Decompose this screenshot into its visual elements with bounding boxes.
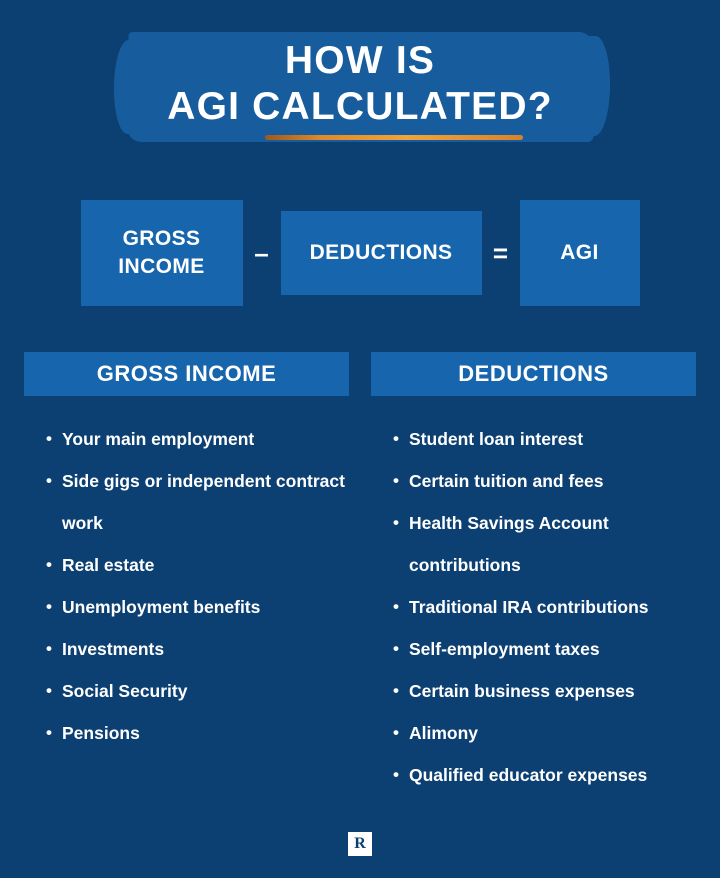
- list-item: [24, 670, 349, 712]
- bullet-icon: •: [393, 597, 399, 616]
- bullet-icon: •: [393, 723, 399, 742]
- title-line-1: HOW IS: [284, 39, 436, 82]
- list-item-label: Pensions: [62, 723, 140, 743]
- list-item-label: Your main employment: [62, 429, 255, 449]
- list-item: [24, 544, 349, 586]
- header: [0, 0, 720, 160]
- list-item: [371, 628, 696, 670]
- list-item-label: Side gigs or independent contract work: [62, 471, 345, 533]
- bullet-icon: •: [393, 513, 399, 532]
- formula-agi-label: AGI: [560, 241, 599, 264]
- minus-operator-icon: –: [254, 237, 269, 268]
- list-item: [24, 628, 349, 670]
- formula-gross-income-label: GROSS INCOME: [118, 227, 205, 278]
- list-item: [371, 754, 696, 796]
- bullet-icon: •: [46, 681, 52, 700]
- list-item: [24, 586, 349, 628]
- formula-gross-income-box: [81, 200, 243, 306]
- list-item-label: Investments: [62, 639, 165, 659]
- list-item-label: Social Security: [62, 681, 188, 701]
- list-item: [24, 712, 349, 754]
- bullet-icon: •: [46, 597, 52, 616]
- formula-deductions-label: DEDUCTIONS: [309, 241, 453, 264]
- list-item-label: Self-employment taxes: [409, 639, 600, 659]
- deductions-list: [371, 396, 696, 796]
- bullet-icon: •: [46, 723, 52, 742]
- title-line-2: AGI CALCULATED?: [167, 85, 553, 128]
- bullet-icon: •: [46, 639, 52, 658]
- bullet-icon: •: [393, 639, 399, 658]
- columns-section: [0, 352, 720, 796]
- list-item: [371, 586, 696, 628]
- bullet-icon: •: [46, 429, 52, 448]
- list-item-label: Health Savings Account contributions: [409, 513, 609, 575]
- column-deductions: [371, 352, 696, 796]
- list-item: [24, 460, 349, 544]
- list-item-label: Student loan interest: [409, 429, 584, 449]
- list-item: [371, 502, 696, 586]
- brand-logo: R: [348, 832, 372, 856]
- list-item-label: Real estate: [62, 555, 155, 575]
- bullet-icon: •: [393, 471, 399, 490]
- list-item: [371, 460, 696, 502]
- formula-agi-box: [520, 200, 640, 306]
- list-item-label: Certain tuition and fees: [409, 471, 604, 491]
- gross-income-list: [24, 396, 349, 754]
- equals-operator-icon: =: [492, 237, 509, 268]
- column-heading: DEDUCTIONS: [371, 352, 696, 396]
- list-item: [371, 670, 696, 712]
- column-gross-income: [24, 352, 349, 796]
- column-heading: GROSS INCOME: [24, 352, 349, 396]
- list-item-label: Traditional IRA contributions: [409, 597, 649, 617]
- title-underline: [265, 135, 523, 140]
- bullet-icon: •: [46, 555, 52, 574]
- bullet-icon: •: [393, 429, 399, 448]
- formula-row: [0, 200, 720, 306]
- list-item-label: Alimony: [409, 723, 479, 743]
- list-item: [371, 712, 696, 754]
- list-item: [371, 418, 696, 460]
- page-title: [0, 38, 720, 130]
- list-item-label: Unemployment benefits: [62, 597, 261, 617]
- bullet-icon: •: [46, 471, 52, 490]
- bullet-icon: •: [393, 765, 399, 784]
- bullet-icon: •: [393, 681, 399, 700]
- formula-deductions-box: [281, 211, 482, 295]
- list-item: [24, 418, 349, 460]
- footer: [0, 832, 720, 856]
- list-item-label: Qualified educator expenses: [409, 765, 648, 785]
- list-item-label: Certain business expenses: [409, 681, 635, 701]
